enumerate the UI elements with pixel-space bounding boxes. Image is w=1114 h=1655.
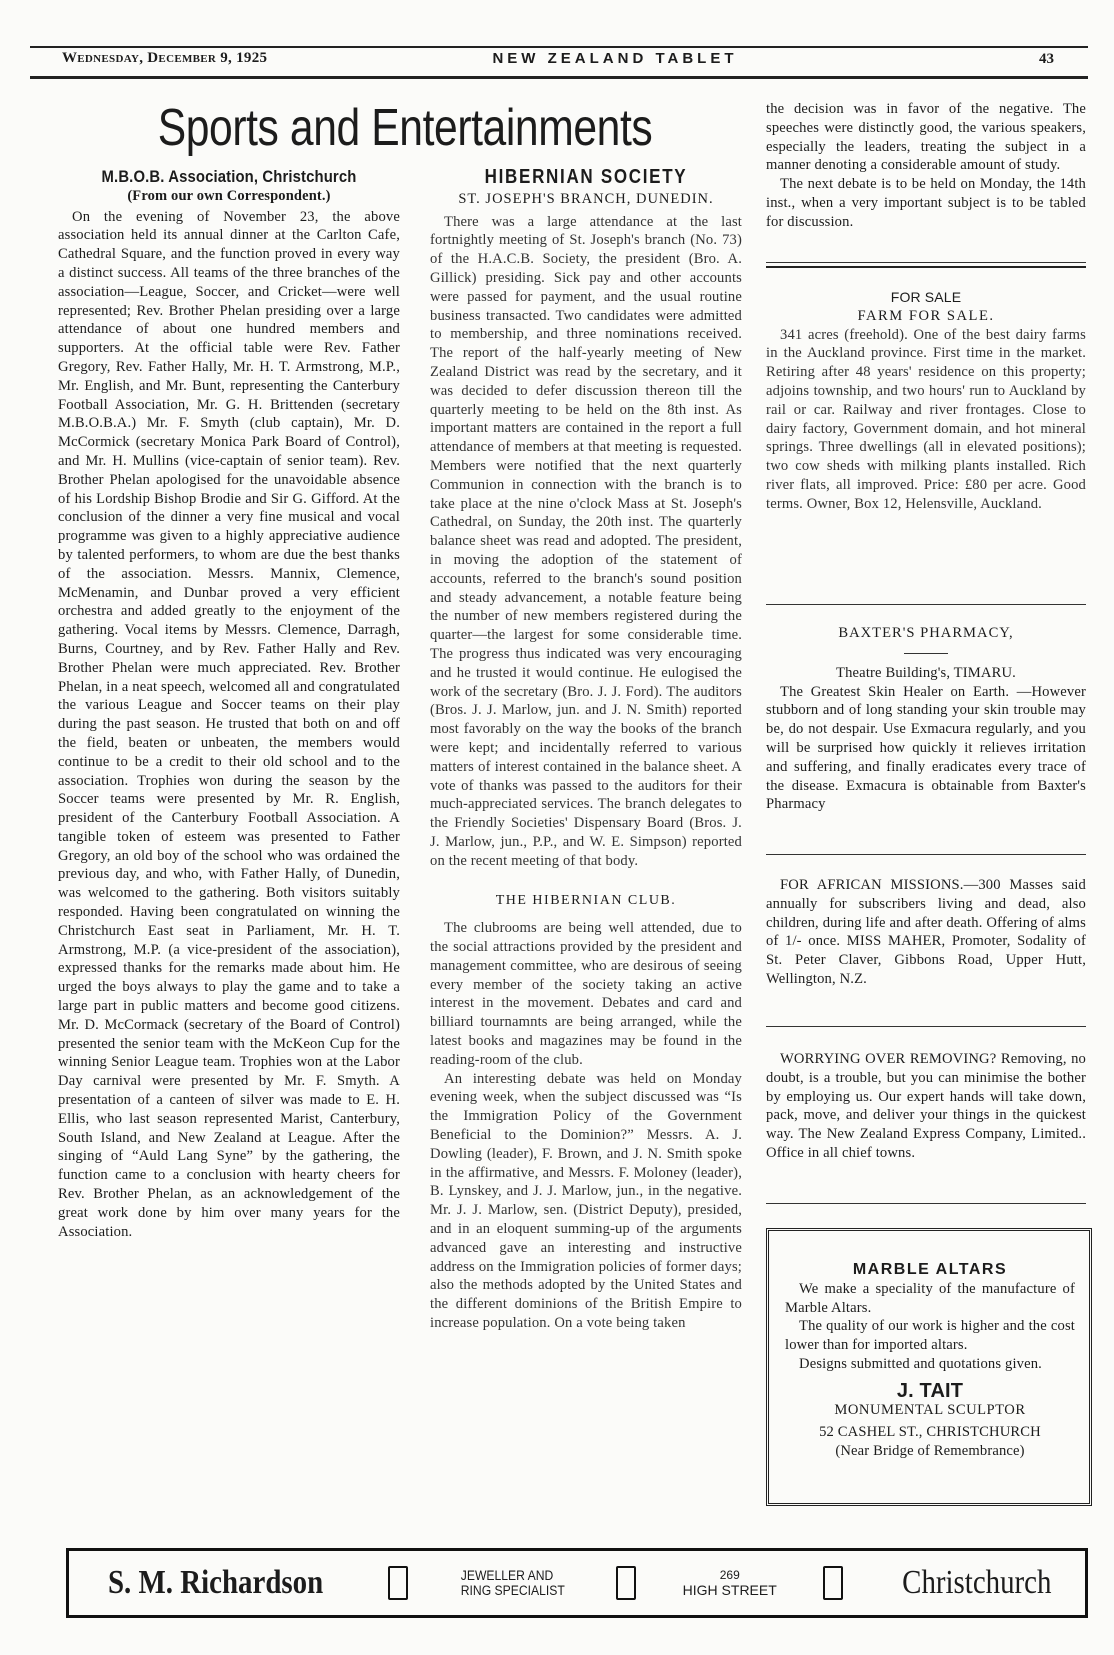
box-ornament-icon [388,1566,408,1600]
jeweller-address [683,1568,777,1598]
farm-for-sale-ad [766,288,1086,514]
ad-heading: MARBLE ALTARS [852,1261,1008,1278]
pharmacy-ad [766,624,1086,814]
club-heading: THE HIBERNIAN CLUB. [495,893,677,909]
article-heading: M.B.O.B. Association, Christchurch [101,168,357,186]
article-body: There was a large attendance at the last fortnightly meeting of St. Joseph's branch (No. 73) of the H.A.C.B. Society, the president (Bro. A. Gillick) presiding. Sick pay and other accounts were passed for payment, and the usual routine business transacted. Two candidates were admitted to membership, and three nominations received. The report of the half-yearly meeting of New Zealand District was read by the secretary, and it was decided to defer discussion thereon till the quarterly meeting to be held on the 8th inst. As important matters are contained in the report a full attendance of members at that meeting is requested. Members were notified that the next quarterly Communion in connection with the branch is to take place at the nine o'clock Mass at St. Joseph's Cathedral, on Sunday, the 20th inst. The quarterly balance sheet was read and adopted. The president, in moving the adoption of the statement of accounts, referred to the branch's sound position and steady advancement, a notable feature being the number of new members registered during the quarter—the largest for some considerable time. The progress thus indicated was very encouraging and he trusted it would continue. He eulogised the work of the secretary (Bro. J. J. Ford). The auditors (Bros. J. J. Marlow, jun. and J. N. Smith) reported most favorably on the way the books of the branch were kept; and incidentally referred to various matters of interest contained in the balance sheet. A vote of thanks was passed to the auditors for their much-appreciated services. The branch delegates to the Friendly Societies' Dispensary Board (Bros. J. J. Marlow, jun., P.P., and W. E. Simpson) reported on the recent meeting of that body. [430,213,742,869]
removing-ad [766,1050,1086,1163]
ad-heading: BAXTER'S PHARMACY, [838,625,1014,641]
marble-altars-ad [766,1228,1092,1506]
club-paragraph: The clubrooms are being well attended, due to the social attractions provided by the president and management committee, who are desirous of seeing every member of the society taking an active interest in the movement. Debates and card and billiard tournamnts are being arranged, while the latest books and magazines may be found in the reading-room of the club. [430,920,742,1068]
jeweller-city: Christchurch [902,1564,1052,1601]
article-body: On the evening of November 23, the above association held its annual dinner at the Carlton Cafe, Cathedral Square, and the function proved in every way a distinct success. All teams of the three branches of the association—League, Soccer, and Cricket—were well represented; Rev. Brother Phelan presiding over a large attendance of about one hundred members and supporters. At the official table were Rev. Father Gregory, Rev. Father Hally, Mr. H. T. Armstrong, M.P., Mr. English, and Mr. Bunt, representing the Canterbury Football Association, Mr. G. H. Brittenden (secretary M.B.O.B.A.) Mr. F. Smyth (club captain), Mr. D. McCormick (secretary Monica Park Board of Control), and Mr. H. Mullins (vice-captain of senior team). Rev. Brother Phelan apologised for the unavoidable absence of his Lordship Bishop Brodie and Sir G. Gifford. At the conclusion of the dinner a very fine musical and vocal programme was given to a highly appreciative audience by talented performers, to whom are due the best thanks of the association. Messrs. Mannix, Clemence, McMenamin, and Dunbar proved a very efficient orchestra and added greatly to the enjoyment of the gathering. Vocal items by Messrs. Clemence, Darragh, Burns, Courtney, and by Rev. Father Hally and Rev. Brother Phelan were much appreciated. Rev. Brother Phelan, in a neat speech, welcomed all and congratulated the various League and Soccer teams on their play during the past season. He trusted that both on and off the field, beaten or unbeaten, the members would continue to be a credit to their old school and to the association. Trophies won during the season by the Soccer teams were presented by Mr. R. English, president of the Canterbury Football Association. A tangible token of esteem was presented to Father Gregory, an old boy of the school who was ordained the previous day, and who, with Father Hally, of Dunedin, was welcomed to the gathering. Both visitors suitably responded. Having been congratulated on winning the Christchurch East seat in Parliament, Mr. H. T. Armstrong, M.P. (a vice-president of the association), expressed thanks for the remarks made about him. He urged the boys always to play the game and to take a large part in public matters and become good citizens. Mr. D. McCormack (secretary of the Board of Control) presented the senior team with the McKeon Cup for the winning Senior League team. Trophies won at the Labor Day carnival were presented by Mr. F. Smyth. A presentation of a canteen of silver was made to E. H. Ellis, who last season represented Marist, Canterbury, South Island, and New Zealand at League. After the singing of “Auld Lang Syne” by the gathering, the function came to a conclusion with hearty cheers for Rev. Brother Phelan, as an acknowledgement of the great work done by him over many years for the Association. [58,208,400,1240]
ad-body: 341 acres (freehold). One of the best dairy farms in the Auckland province. First time in the market. Retiring after 48 years' residence on this property; adjoins township, and two hours' run to Auckland by rail or car. Railway and river frontages. Close to dairy factory, Government domain, and hot mineral springs. Three dwellings (all in elevated positions); two cow sheds with milking plants installed. Rich river flats, all improved. Price: £80 per acre. Good terms. Owner, Box 12, Helensville, Auckland. [766,326,1086,512]
article-subheading: ST. JOSEPH'S BRANCH, DUNEDIN. [458,190,714,207]
street-name: HIGH STREET [682,1582,777,1598]
header-bottom-rule [30,76,1088,79]
sculptor-title: MONUMENTAL SCULPTOR [834,1401,1026,1418]
article-byline: (From our own Correspondent.) [127,187,331,204]
club-continued [766,100,1086,232]
header-top-rule [30,46,1088,48]
ad-paragraph: We make a speciality of the manufacture of Marble Altars. [785,1280,1075,1316]
missions-notice [766,876,1086,989]
hibernian-article [430,168,742,1333]
publication-name: NEW ZEALAND TABLET [492,50,738,67]
divider [766,262,1086,268]
description-line: JEWELLER AND [460,1568,553,1583]
divider [766,604,1086,605]
page-number: 43 [1039,51,1054,67]
ad-paragraph: The quality of our work is higher and the cost lower than for imported altars. [785,1318,1075,1354]
sculptor-note: (Near Bridge of Remembrance) [835,1443,1025,1460]
notice-body: FOR AFRICAN MISSIONS.—300 Masses said annually for subscribers living and dead, also children, during life and after death. Offering of alms of 1/- once. MISS MAHER, Promoter, Sodality of St. Peter Claver, Gibbons Road, Upper Hutt, Wellington, N.Z. [766,877,1086,987]
section-title: Sports and Entertainments [157,99,653,157]
sculptor-address: 52 CASHEL ST., CHRISTCHURCH [819,1424,1041,1441]
ad-subheading: FARM FOR SALE. [857,307,995,324]
richardson-banner-ad [66,1548,1088,1618]
ad-location: Theatre Building's, TIMARU. [836,664,1016,681]
issue-date: Wednesday, December 9, 1925 [62,50,268,66]
divider [766,854,1086,855]
description-line: RING SPECIALIST [460,1583,565,1598]
article-heading: HIBERNIAN SOCIETY [484,166,688,188]
street-number: 269 [719,1568,740,1582]
club-paragraph: The next debate is to be held on Monday, the 14th inst., when a very important subject is to be tabled for discussion. [766,176,1086,230]
club-paragraph: the decision was in favor of the negative. The speeches were distinctly good, the various speakers, especially the leaders, treating the subject in a manner denoting a considerable amount of study. [766,101,1086,174]
ad-body: WORRYING OVER REMOVING? Removing, no doubt, is a trouble, but you can minimise the bother by employing us. Our expert hands will take down, pack, move, and deliver your things in the quickest way. The New Zealand Express Company, Limited.. Office in all chief towns. [766,1051,1086,1161]
ad-heading: FOR SALE [890,289,962,305]
box-ornament-icon [823,1566,843,1600]
box-ornament-icon [616,1566,636,1600]
jeweller-name: S. M. Richardson [107,1564,324,1601]
divider [766,1203,1086,1204]
jeweller-description [460,1568,564,1598]
short-rule [904,653,948,654]
sculptor-name: J. TAIT [896,1379,964,1402]
ad-body: The Greatest Skin Healer on Earth. —However stubborn and of long standing your skin trouble may be, do not despair. Use Exmacura regularly, and you will be surprised how quickly it relieves irritation and suffering, and finally eradicates every trace of the disease. Exmacura is obtainable from Baxter's Pharmacy [766,683,1086,813]
mbob-article [58,168,400,1241]
divider [766,1026,1086,1027]
ad-paragraph: Designs submitted and quotations given. [799,1355,1042,1372]
club-paragraph: An interesting debate was held on Monday evening week, when the subject discussed was “Is the Immigration Policy of the Government Beneficial to the Dominion?” Messrs. A. J. Dowling (leader), F. Brown, and J. N. Smith spoke in the affirmative, and Messrs. F. Moloney (leader), B. Lynskey, and J. J. Marlow, jun., in the negative. Mr. J. J. Marlow, sen. (District Deputy), presided, and in an eloquent summing-up of the arguments advanced gave an interesting and instructive address on the Immigration policies of former days; also the methods adopted by the United States and the different dominions of the British Empire to increase population. On a vote being taken [430,1070,742,1332]
